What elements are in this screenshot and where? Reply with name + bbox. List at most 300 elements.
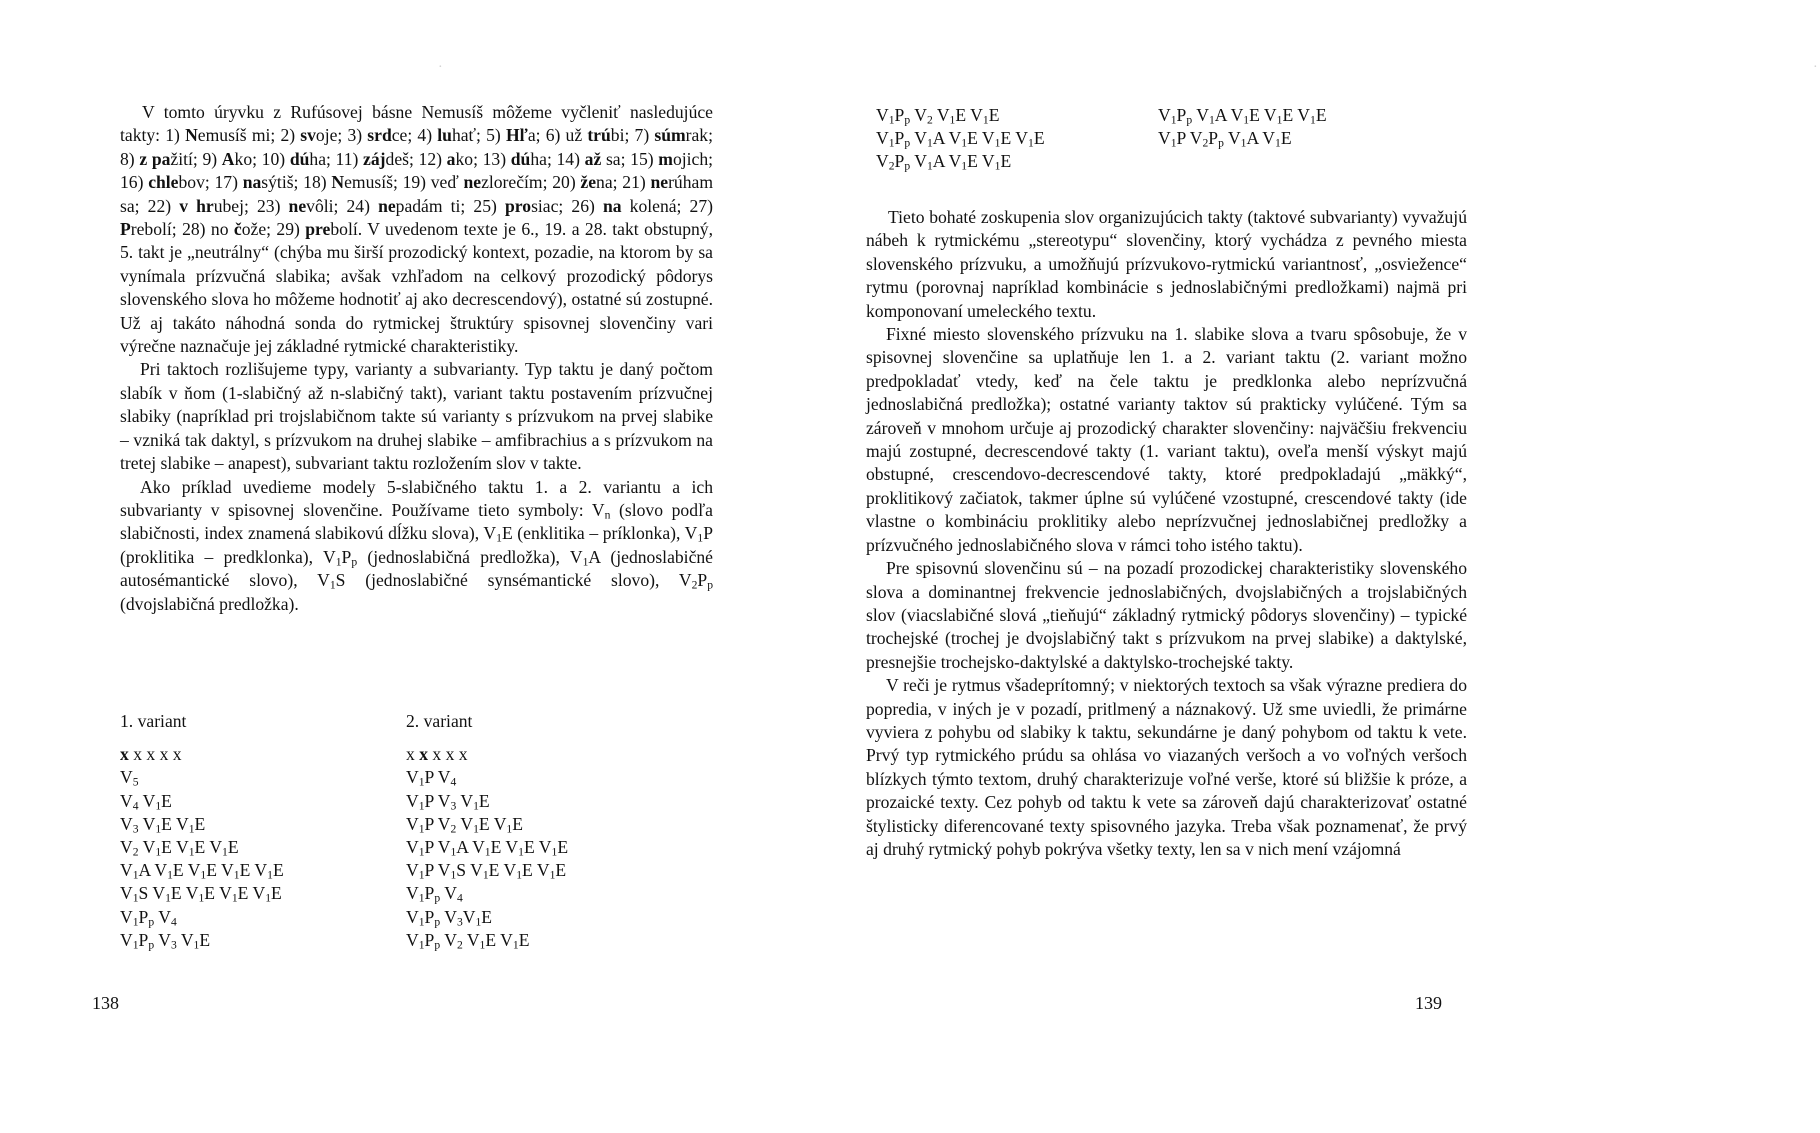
text-run: ko; 10) [234,148,290,169]
stressed-syllable: pre [305,219,331,240]
text-run: ože; 29) [241,219,306,240]
index-subscript: 1 [188,822,195,836]
paragraph [866,323,1467,557]
paragraph [120,101,713,358]
stressed-syllable: záj [363,148,386,169]
index-subscript: 1 [265,891,271,905]
text-run: S (jednoslabičné synsémantické slovo), V [335,570,692,591]
text-run: ce; 4) [391,125,438,146]
text-run: rak; 8) [120,125,713,169]
text-run: E V [172,860,201,881]
stressed-syllable: x [419,744,428,765]
index-subscript: 1 [982,113,989,127]
paragraph [866,206,1467,323]
model-row [1158,127,1327,150]
index-subscript: 1 [1276,113,1283,127]
index-subscript: 1 [418,845,425,859]
text-run: E V [1282,105,1310,125]
page-number: 139 [1415,993,1442,1013]
text-run: V reči je rytmus všadeprítomný; v niektorých textoch sa však výrazne prediera do popredia, v iných je v pozadí, pritlmený a náznakový. Už sme uviedli, že primárne vyviera z pohybu od slabiky k taktu, sekundárne je daný pohybom od taktu k vete. Prvý typ rytmického prúdu sa ohlása vo viazaných veršoch a vo voľných veršoch blízkych týmto textom, druhý charakterizuje voľné verše, ktoré sú bližšie k próze, a prozaické texty. Cez pohyb od taktu k vete sa zároveň dajú charakterizovať ostatné štylisticky diferencované texty spisovného jazyka. Treba však poznamenať, že prvý aj druhý rytmický pohyb pokrýva všetky texty, len sa v nich mení vzájomná [866,675,1467,859]
model-list-column-2 [1158,104,1327,150]
index-subscript: 1 [926,136,933,150]
variant-heading: 2. variant [406,711,473,731]
text-run: V [876,105,889,125]
text-run: E V [523,836,552,857]
index-subscript: 1 [418,822,425,836]
text-run: V [406,906,419,927]
index-subscript: 2 [926,113,933,127]
text-run: E [481,906,493,927]
stressed-syllable: až [584,148,602,169]
stressed-syllable: z pa [139,148,171,169]
text-run: S V [456,860,483,881]
text-run: E [199,929,211,950]
text-run: V [910,105,927,125]
text-run: P [138,906,149,927]
stressed-syllable: sv [300,125,316,146]
stressed-syllable: ne [378,195,396,216]
index-subscript: 1 [155,798,162,812]
text-run: A (jednoslabičné autosémantické slovo), V [120,546,713,591]
text-run: E [271,883,282,904]
text-run: P [894,105,905,125]
index-subscript: 1 [697,531,704,545]
variant-heading: 1. variant [120,711,187,731]
text-run: P V [1176,128,1203,149]
text-run: E [518,929,530,950]
text-run: E V [194,836,223,857]
text-run: V [1158,105,1171,125]
text-run: ha; 11) [309,148,364,169]
index-subscript: 1 [1208,113,1215,127]
stressed-syllable: chle [148,172,179,193]
index-subscript: 1 [132,868,139,882]
index-subscript: 2 [691,578,698,592]
text-run: V [440,906,457,927]
text-run: V [876,128,889,149]
index-subscript: 1 [1243,113,1250,127]
text-run: ubej; 23) [213,195,289,216]
page-number: 138 [92,993,119,1013]
text-run: V [154,906,171,927]
index-subscript: 1 [132,938,139,952]
index-subscript: 1 [132,891,139,905]
text-run: E [194,813,206,834]
index-subscript: 1 [949,113,956,127]
index-subscript: 1 [888,113,895,127]
index-subscript: 1 [418,868,425,882]
index-subscript: 1 [516,868,523,882]
index-subscript: 1 [193,938,200,952]
model-list-column-1 [876,104,1045,174]
text-run: V [154,929,171,950]
text-run: V [462,929,480,950]
index-subscript: 5 [132,775,139,789]
text-run: P V [424,860,451,881]
text-run: V [1192,105,1209,125]
text-run: P V [424,813,451,834]
model-row [406,859,568,882]
paragraph [120,358,713,475]
model-row [406,790,568,813]
text-run: (dvojslabičná predložka). [120,593,299,614]
text-run: E V [204,883,232,904]
text-run: x x x x [128,744,182,765]
index-subscript: 1 [482,868,489,882]
variant-rows [120,743,284,952]
index-subscript: 1 [132,914,139,928]
index-subscript: 1 [450,868,457,882]
text-run: P [424,929,435,950]
model-row [406,906,568,929]
index-subscript: 3 [450,798,457,812]
index-subscript: 1 [335,555,342,569]
model-row [120,836,284,859]
stressed-syllable: ne [463,172,482,193]
text-run: V [138,790,156,811]
text-run: V [138,836,156,857]
variant-rows [406,743,568,952]
text-run: x [406,744,420,765]
faint-ornament-mark: · [1813,60,1820,75]
index-subscript: 1 [188,845,195,859]
index-subscript: 1 [961,136,968,150]
text-run: bov; 17) [178,172,243,193]
stressed-syllable: na [602,195,622,216]
text-run: E V [1249,105,1277,125]
index-subscript: 1 [888,136,895,150]
index-subscript: p [1218,136,1224,150]
text-run: (jednoslabičná predložka), V [357,546,583,567]
index-subscript: 1 [994,136,1001,150]
model-row [406,929,568,952]
text-run: E [555,860,567,881]
stressed-syllable: lu [437,125,452,146]
text-run: E [1280,128,1292,149]
model-row [876,150,1045,173]
text-run: V [406,836,419,857]
index-subscript: 4 [450,775,457,789]
text-run: Tieto bohaté zoskupenia slov organizujúcich takty (taktové subvarianty) vyvažujú nábeh k rytmickému „stereotypu“ slovenčiny, ktorý vychádza z pevného miesta slovenského prízvuku, a umožňujú prízvukovo-rytmickú variantnosť, „osviežence“ rytmu (porovnaj napríklad kombinácie s jednoslabičnými predložkami) najmä pri komponovaní umeleckého textu. [866,207,1467,321]
text-run: E V [522,860,550,881]
stressed-syllable: v hr [179,195,214,216]
text-run: V [120,906,133,927]
index-subscript: 1 [198,891,205,905]
text-run: A V [932,151,962,172]
stressed-syllable: č [233,219,242,240]
model-row [406,743,568,766]
text-run: Pri taktoch rozlišujeme typy, varianty a subvarianty. Typ taktu je daný počtom slabík v ňom (1-slabičný až n-slabičný takt), variant taktu postavením prízvučnej slabiky (napríklad pri trojslabičnom takte sú varianty s prízvukom na prvej slabike – vzniká tak daktyl, s prízvukom na druhej slabike – amfibrachius a s prízvukom na tretej slabike – anapest), subvariant taktu rozložením slov v takte. [120,359,713,474]
index-subscript: 1 [233,868,240,882]
index-subscript: 1 [961,159,968,173]
index-subscript: n [604,508,611,522]
text-run: V [406,813,419,834]
text-run: Pre spisovnú slovenčinu sú – na pozadí prozodickej charakteristiky slovenského slova a dominantnej frekvencie jednoslabičných, dvojslabičných a trojslabičných slov (viacslabičné slová „tieňujú“ základný rytmický pôdorys slovenčiny) – typické trochejské (trochej je dvojslabičný takt s prízvukom na prvej slabike) a daktylské, presnejšie trochejsko-daktylské a daktylsko-trochejské takty. [866,558,1467,672]
text-run: V [876,151,889,172]
text-run: P [424,883,435,904]
index-subscript: 1 [549,868,556,882]
index-subscript: p [351,555,358,569]
text-run: E (enklitika – príklonka), V [501,523,698,544]
text-run: E V [1000,128,1028,149]
index-subscript: p [707,578,713,592]
text-run: sýtiš; 18) [261,172,332,193]
stressed-syllable: na [242,172,262,193]
text-run: V [1223,128,1241,149]
text-run: E [227,836,239,857]
text-run: emusíš mi; 2) [197,125,301,146]
index-subscript: 1 [1240,136,1247,150]
text-run: V [932,105,950,125]
paragraph [866,557,1467,674]
stressed-syllable: A [221,148,235,169]
text-run: P [1208,128,1219,149]
text-run: E V [206,860,234,881]
text-run: žití; 9) [170,148,222,169]
text-run: Fixné miesto slovenského prízvuku na 1. slabike slova a tvaru spôsobuje, že v spisovnej slovenčine sa uplatňuje len 1. a 2. variant taktu (2. variant možno predpokladať vtedy, keď na čele taktu je predklonka alebo neprízvučná jednoslabičná predložka); ostatné varianty taktov sú prakticky vylúčené. Tým sa zároveň v mnohom určuje aj prozodický charakter slovenčiny: najväčšiu frekvenciu majú zostupné, decrescendové takty (1. variant taktu), oveľa menší výskyt majú obstupné, crescendovo-decrescendové takty, ktoré predpokladajú „mäkký“, proklitikový začiatok, takmer úplne sú vylúčené vzostupné, crescendové takty (ide vlastne o kombináciu proklitiky alebo neprízvučnej jednoslabičnej predložky a prízvučného jednoslabičného slova v rámci toho istého taktu). [866,324,1467,555]
text-run: zlorečím; 20) [481,172,581,193]
model-row [120,882,284,905]
index-subscript: 1 [484,845,491,859]
variant-2-column [406,710,568,952]
text-run: V [120,860,133,881]
text-run: V [456,813,474,834]
text-run: E [557,836,569,857]
text-run: E V [485,929,513,950]
index-subscript: 1 [155,845,162,859]
index-subscript: 1 [473,798,479,812]
text-run: A V [1214,105,1244,125]
index-subscript: 4 [132,798,139,812]
text-run: A V [138,860,168,881]
index-subscript: 1 [329,578,336,592]
index-subscript: 1 [1275,136,1281,150]
text-run: P [341,546,352,567]
text-run: vôli; 24) [306,195,379,216]
text-run: E V [237,883,266,904]
index-subscript: 1 [1310,113,1316,127]
text-run: V [120,790,133,811]
index-subscript: 1 [1170,136,1177,150]
index-subscript: 1 [475,914,482,928]
index-subscript: 3 [132,822,139,836]
text-run: P V [424,836,451,857]
model-row [120,790,284,813]
index-subscript: 1 [231,891,238,905]
text-run: E V [488,860,517,881]
text-run: V [406,767,419,788]
stressed-syllable: m [658,148,673,169]
stressed-syllable: trú [587,125,611,146]
text-run: E V [967,151,995,172]
index-subscript: p [904,113,911,127]
text-run: V [406,929,419,950]
stressed-syllable: x [120,744,129,765]
index-subscript: 1 [518,845,524,859]
text-run: E V [170,883,199,904]
stressed-syllable: N [185,125,198,146]
text-run: ha; 14) [530,148,585,169]
index-subscript: 3 [170,938,177,952]
index-subscript: 1 [1028,136,1034,150]
paragraph [866,674,1467,861]
model-row [120,859,284,882]
model-row [120,743,284,766]
index-subscript: 1 [167,868,173,882]
index-subscript: 1 [418,938,425,952]
index-subscript: 1 [418,891,425,905]
stressed-syllable: že [580,172,597,193]
right-text-column [866,206,1467,861]
text-run: S V [138,883,166,904]
index-subscript: p [434,891,441,905]
text-run: P [894,128,905,149]
text-run: E V [490,836,519,857]
stressed-syllable: srd [367,125,392,146]
text-run: bi; 7) [610,125,655,146]
text-run: E V [161,836,189,857]
index-subscript: p [148,914,155,928]
stressed-syllable: a [446,148,456,169]
index-subscript: 1 [450,845,457,859]
index-subscript: 3 [456,914,463,928]
model-row [120,929,284,952]
index-subscript: 1 [222,845,228,859]
text-run: A V [1246,128,1276,149]
text-run: E [1033,128,1045,149]
index-subscript: 1 [473,822,479,836]
text-run: P (proklitika – predklonka), V [120,523,713,567]
text-run: E V [239,860,268,881]
text-run: E V [955,105,983,125]
index-subscript: p [904,159,911,173]
text-run: E V [478,813,507,834]
index-subscript: 1 [496,531,502,545]
text-run: ojich; 16) [120,148,714,193]
index-subscript: 1 [200,868,207,882]
model-row [120,906,284,929]
text-run: V [406,790,419,811]
model-row [406,813,568,836]
text-run: E V [967,128,995,149]
index-subscript: 1 [165,891,171,905]
index-subscript: 1 [418,798,425,812]
stressed-syllable: ne [650,172,669,193]
text-run: x x x [428,744,468,765]
model-row [120,766,284,789]
text-run: V [910,151,927,172]
text-run: P [424,906,435,927]
text-run: V [120,813,133,834]
text-run: na; 21) [596,172,651,193]
text-run: V tomto úryvku z Rufúsovej básne Nemusíš môžeme vyčleniť nasledujúce takty: 1) [120,102,713,146]
text-run: (slovo podľa slabičnosti, index znamená slabikovú dĺžku slova), V [120,499,713,544]
text-run: E [272,860,284,881]
index-subscript: 1 [506,822,513,836]
stressed-syllable: dú [510,148,531,169]
index-subscript: 2 [132,845,139,859]
text-run: V [120,929,133,950]
text-run: V [120,767,133,788]
text-run: V [406,883,419,904]
text-run: emusíš; 19) veď [344,172,464,193]
model-row [406,882,568,905]
text-run: E [478,790,490,811]
text-run: bolí. V uvedenom texte je 6., 19. a 28. takt obstupný, 5. takt je „neutrálny“ (chýba mu širší prozodický kontext, pozadie, na ktorom by sa vynímala prízvučná slabika; avšak vzhľadom na celkový prozodický pôdorys slovenského slova ho môžeme hodnotiť aj ako decrescendový), ostatné sú zostupné. Už aj takáto náhodná sonda do rytmickej štruktúry spisovnej slovenčiny vari výrečne naznačuje jej základné rytmické charakteristiky. [120,219,713,357]
index-subscript: 4 [456,891,463,905]
index-subscript: 1 [582,555,589,569]
stressed-syllable: N [331,172,345,193]
index-subscript: 1 [926,159,933,173]
text-run: V [406,860,419,881]
text-run: a; 6) už [527,125,588,146]
text-run: deš; 12) [385,148,447,169]
text-run: A V [456,836,485,857]
index-subscript: 1 [267,868,273,882]
paragraph [120,476,713,616]
index-subscript: 2 [888,159,895,173]
index-subscript: 1 [512,938,519,952]
index-subscript: p [904,136,911,150]
text-run: kolená; 27) [621,195,714,216]
variant-1-column [120,710,284,952]
index-subscript: 1 [155,822,162,836]
text-run: E [512,813,523,834]
index-subscript: 1 [418,775,425,789]
model-row [406,836,568,859]
text-run: V [440,883,457,904]
text-run: hať; 5) [451,125,506,146]
left-page [0,0,800,1133]
left-text-column [120,101,713,616]
index-subscript: p [434,914,441,928]
faint-ornament-mark: · [438,60,445,75]
index-subscript: p [1186,113,1193,127]
text-run: E [988,105,1000,125]
text-run: V [910,128,927,149]
stressed-syllable: pro [504,195,532,216]
model-row [876,104,1045,127]
text-run: P [1176,105,1187,125]
stressed-syllable: ne [288,195,307,216]
text-run: P V [424,790,451,811]
text-run: P [138,929,149,950]
model-row [1158,104,1327,127]
model-row [120,813,284,836]
text-run: padám ti; 25) [395,195,505,216]
index-subscript: 1 [551,845,558,859]
text-run: E V [161,813,189,834]
text-run: P V [424,767,451,788]
text-run: V [456,790,474,811]
text-run: V [120,883,133,904]
stressed-syllable: Hľ [505,125,528,146]
text-run: siac; 26) [531,195,603,216]
index-subscript: 2 [456,938,463,952]
text-run: oje; 3) [315,125,368,146]
text-run: E [1315,105,1327,125]
stressed-syllable: dú [289,148,310,169]
index-subscript: 1 [994,159,1001,173]
stressed-syllable: P [120,219,131,240]
text-run: V [176,929,194,950]
index-subscript: p [434,938,441,952]
index-subscript: 4 [170,914,177,928]
index-subscript: 2 [450,822,457,836]
text-run: P [697,570,708,591]
text-run: P [894,151,905,172]
model-row [876,127,1045,150]
